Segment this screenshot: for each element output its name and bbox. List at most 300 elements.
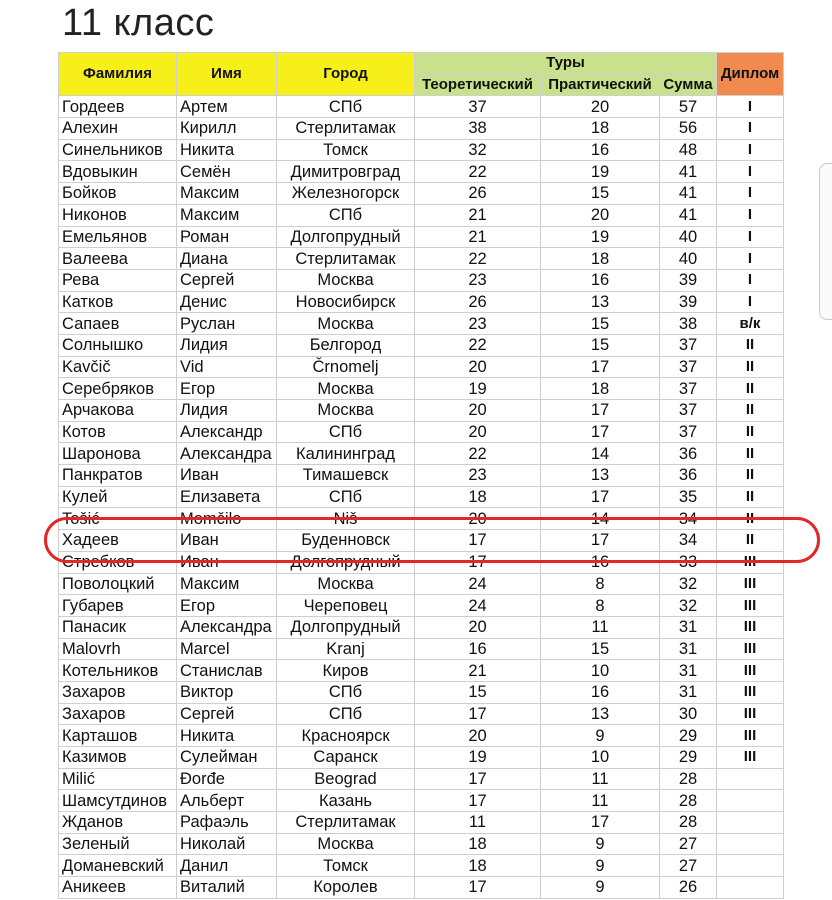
table-row <box>59 703 784 725</box>
cell-first-name: Елизавета <box>177 486 277 508</box>
cell-theory: 16 <box>415 638 541 660</box>
cell-diploma: I <box>717 139 784 161</box>
cell-theory: 17 <box>415 768 541 790</box>
scroll-handle[interactable] <box>819 163 832 320</box>
cell-diploma <box>717 855 784 877</box>
cell-city: СПб <box>277 681 415 703</box>
table-row <box>59 356 784 378</box>
table-row <box>59 833 784 855</box>
cell-city: Саранск <box>277 747 415 769</box>
table-row <box>59 313 784 335</box>
table-row <box>59 595 784 617</box>
cell-sum: 28 <box>660 812 717 834</box>
cell-surname: Захаров <box>59 703 177 725</box>
cell-theory: 22 <box>415 161 541 183</box>
cell-diploma: III <box>717 747 784 769</box>
table-row <box>59 248 784 270</box>
cell-theory: 22 <box>415 248 541 270</box>
cell-theory: 26 <box>415 183 541 205</box>
cell-theory: 21 <box>415 660 541 682</box>
cell-theory: 18 <box>415 855 541 877</box>
cell-sum: 40 <box>660 226 717 248</box>
table-row <box>59 334 784 356</box>
cell-first-name: Иван <box>177 530 277 552</box>
table-row <box>59 291 784 313</box>
cell-practice: 17 <box>541 812 660 834</box>
cell-practice: 13 <box>541 703 660 725</box>
cell-diploma: II <box>717 465 784 487</box>
cell-surname: Шамсутдинов <box>59 790 177 812</box>
cell-first-name: Momčilo <box>177 508 277 530</box>
cell-sum: 57 <box>660 96 717 118</box>
cell-diploma: I <box>717 183 784 205</box>
cell-diploma: III <box>717 660 784 682</box>
cell-theory: 18 <box>415 486 541 508</box>
cell-diploma: II <box>717 508 784 530</box>
cell-surname: Сапаев <box>59 313 177 335</box>
cell-first-name: Александра <box>177 616 277 638</box>
cell-practice: 10 <box>541 747 660 769</box>
cell-sum: 32 <box>660 595 717 617</box>
cell-sum: 38 <box>660 313 717 335</box>
cell-practice: 8 <box>541 595 660 617</box>
cell-first-name: Денис <box>177 291 277 313</box>
cell-sum: 41 <box>660 183 717 205</box>
cell-city: Москва <box>277 573 415 595</box>
cell-theory: 20 <box>415 616 541 638</box>
cell-practice: 9 <box>541 855 660 877</box>
cell-city: СПб <box>277 421 415 443</box>
cell-sum: 34 <box>660 530 717 552</box>
table-row <box>59 747 784 769</box>
cell-theory: 38 <box>415 118 541 140</box>
cell-city: Калининград <box>277 443 415 465</box>
cell-first-name: Иван <box>177 551 277 573</box>
cell-surname: Бойков <box>59 183 177 205</box>
cell-theory: 21 <box>415 204 541 226</box>
cell-surname: Tošić <box>59 508 177 530</box>
cell-theory: 17 <box>415 877 541 899</box>
cell-theory: 24 <box>415 573 541 595</box>
header-theory: Теоретический <box>415 74 541 96</box>
cell-city: Новосибирск <box>277 291 415 313</box>
cell-surname: Никонов <box>59 204 177 226</box>
cell-practice: 15 <box>541 638 660 660</box>
table-row <box>59 812 784 834</box>
cell-practice: 17 <box>541 530 660 552</box>
cell-theory: 24 <box>415 595 541 617</box>
cell-sum: 35 <box>660 486 717 508</box>
cell-sum: 31 <box>660 660 717 682</box>
cell-practice: 9 <box>541 877 660 899</box>
cell-first-name: Максим <box>177 573 277 595</box>
cell-first-name: Виктор <box>177 681 277 703</box>
table-row <box>59 96 784 118</box>
cell-first-name: Виталий <box>177 877 277 899</box>
cell-practice: 14 <box>541 508 660 530</box>
cell-sum: 27 <box>660 833 717 855</box>
cell-sum: 26 <box>660 877 717 899</box>
cell-sum: 37 <box>660 421 717 443</box>
header-rounds: Туры <box>415 53 717 75</box>
cell-sum: 40 <box>660 248 717 270</box>
cell-city: Москва <box>277 378 415 400</box>
table-row <box>59 725 784 747</box>
cell-first-name: Иван <box>177 465 277 487</box>
cell-sum: 30 <box>660 703 717 725</box>
cell-surname: Емельянов <box>59 226 177 248</box>
header-surname: Фамилия <box>59 53 177 96</box>
cell-city: Киров <box>277 660 415 682</box>
cell-city: СПб <box>277 96 415 118</box>
cell-diploma: III <box>717 573 784 595</box>
cell-sum: 34 <box>660 508 717 530</box>
cell-theory: 17 <box>415 703 541 725</box>
header-row-top <box>59 53 784 75</box>
cell-sum: 37 <box>660 334 717 356</box>
cell-theory: 20 <box>415 356 541 378</box>
cell-city: Долгопрудный <box>277 616 415 638</box>
cell-practice: 17 <box>541 400 660 422</box>
table-row-highlighted <box>59 530 784 552</box>
cell-surname: Казимов <box>59 747 177 769</box>
table-row <box>59 768 784 790</box>
cell-theory: 20 <box>415 508 541 530</box>
cell-practice: 8 <box>541 573 660 595</box>
table-row <box>59 877 784 899</box>
cell-sum: 39 <box>660 291 717 313</box>
cell-diploma: I <box>717 226 784 248</box>
cell-practice: 16 <box>541 681 660 703</box>
cell-first-name: Лидия <box>177 400 277 422</box>
cell-city: СПб <box>277 204 415 226</box>
page-title: 11 класс <box>62 2 215 44</box>
cell-surname: Валеева <box>59 248 177 270</box>
cell-first-name: Лидия <box>177 334 277 356</box>
cell-first-name: Никита <box>177 725 277 747</box>
table-row <box>59 573 784 595</box>
cell-practice: 17 <box>541 421 660 443</box>
cell-surname: Солнышко <box>59 334 177 356</box>
cell-first-name: Егор <box>177 378 277 400</box>
cell-diploma: III <box>717 551 784 573</box>
cell-first-name: Данил <box>177 855 277 877</box>
cell-surname: Хадеев <box>59 530 177 552</box>
cell-surname: Губарев <box>59 595 177 617</box>
cell-city: Стерлитамак <box>277 248 415 270</box>
cell-surname: Рева <box>59 269 177 291</box>
cell-diploma: в/к <box>717 313 784 335</box>
cell-first-name: Руслан <box>177 313 277 335</box>
cell-city: Буденновск <box>277 530 415 552</box>
table-row <box>59 790 784 812</box>
cell-surname: Доманевский <box>59 855 177 877</box>
cell-city: Москва <box>277 269 415 291</box>
table-row <box>59 681 784 703</box>
table-row <box>59 638 784 660</box>
cell-diploma: I <box>717 161 784 183</box>
cell-practice: 19 <box>541 226 660 248</box>
cell-surname: Зеленый <box>59 833 177 855</box>
cell-first-name: Александр <box>177 421 277 443</box>
cell-sum: 37 <box>660 356 717 378</box>
cell-diploma: I <box>717 96 784 118</box>
cell-surname: Панасик <box>59 616 177 638</box>
cell-practice: 16 <box>541 269 660 291</box>
cell-diploma: II <box>717 443 784 465</box>
cell-sum: 28 <box>660 790 717 812</box>
cell-city: Črnomelj <box>277 356 415 378</box>
cell-city: Москва <box>277 400 415 422</box>
cell-first-name: Đorđe <box>177 768 277 790</box>
cell-theory: 17 <box>415 530 541 552</box>
header-practice: Практический <box>541 74 660 96</box>
cell-sum: 33 <box>660 551 717 573</box>
cell-practice: 16 <box>541 551 660 573</box>
cell-city: Москва <box>277 313 415 335</box>
cell-practice: 13 <box>541 465 660 487</box>
cell-first-name: Максим <box>177 204 277 226</box>
cell-sum: 41 <box>660 161 717 183</box>
cell-practice: 17 <box>541 356 660 378</box>
cell-sum: 56 <box>660 118 717 140</box>
table-row <box>59 378 784 400</box>
cell-practice: 13 <box>541 291 660 313</box>
cell-surname: Гордеев <box>59 96 177 118</box>
cell-theory: 19 <box>415 378 541 400</box>
cell-surname: Milić <box>59 768 177 790</box>
cell-first-name: Роман <box>177 226 277 248</box>
cell-first-name: Marcel <box>177 638 277 660</box>
cell-surname: Карташов <box>59 725 177 747</box>
cell-theory: 18 <box>415 833 541 855</box>
cell-first-name: Артем <box>177 96 277 118</box>
cell-practice: 20 <box>541 204 660 226</box>
cell-sum: 36 <box>660 465 717 487</box>
cell-city: Димитровград <box>277 161 415 183</box>
cell-diploma: I <box>717 118 784 140</box>
cell-first-name: Альберт <box>177 790 277 812</box>
cell-theory: 17 <box>415 790 541 812</box>
cell-sum: 28 <box>660 768 717 790</box>
header-sum: Сумма <box>660 74 717 96</box>
cell-diploma: III <box>717 595 784 617</box>
cell-practice: 14 <box>541 443 660 465</box>
cell-practice: 18 <box>541 118 660 140</box>
header-first-name: Имя <box>177 53 277 96</box>
cell-city: Череповец <box>277 595 415 617</box>
cell-city: Королев <box>277 877 415 899</box>
cell-surname: Котов <box>59 421 177 443</box>
cell-first-name: Станислав <box>177 660 277 682</box>
cell-practice: 9 <box>541 833 660 855</box>
cell-city: Kranj <box>277 638 415 660</box>
cell-sum: 31 <box>660 638 717 660</box>
cell-first-name: Кирилл <box>177 118 277 140</box>
cell-surname: Арчакова <box>59 400 177 422</box>
cell-diploma: III <box>717 616 784 638</box>
cell-first-name: Александра <box>177 443 277 465</box>
cell-diploma <box>717 812 784 834</box>
cell-first-name: Максим <box>177 183 277 205</box>
cell-sum: 31 <box>660 616 717 638</box>
cell-first-name: Никита <box>177 139 277 161</box>
cell-diploma: III <box>717 725 784 747</box>
table-row <box>59 855 784 877</box>
table-row <box>59 616 784 638</box>
table-row <box>59 269 784 291</box>
cell-theory: 26 <box>415 291 541 313</box>
cell-first-name: Сергей <box>177 703 277 725</box>
table-row <box>59 465 784 487</box>
cell-sum: 39 <box>660 269 717 291</box>
cell-surname: Жданов <box>59 812 177 834</box>
cell-theory: 20 <box>415 400 541 422</box>
cell-theory: 23 <box>415 313 541 335</box>
cell-surname: Алехин <box>59 118 177 140</box>
results-table <box>58 52 784 899</box>
cell-city: Москва <box>277 833 415 855</box>
table-row <box>59 204 784 226</box>
cell-diploma: II <box>717 356 784 378</box>
table-row <box>59 421 784 443</box>
cell-theory: 37 <box>415 96 541 118</box>
cell-surname: Панкратов <box>59 465 177 487</box>
cell-surname: Серебряков <box>59 378 177 400</box>
cell-diploma: I <box>717 291 784 313</box>
cell-theory: 20 <box>415 421 541 443</box>
cell-first-name: Рафаэль <box>177 812 277 834</box>
cell-first-name: Vid <box>177 356 277 378</box>
cell-first-name: Егор <box>177 595 277 617</box>
cell-practice: 15 <box>541 313 660 335</box>
cell-theory: 19 <box>415 747 541 769</box>
cell-city: Казань <box>277 790 415 812</box>
cell-diploma: II <box>717 530 784 552</box>
cell-diploma: I <box>717 248 784 270</box>
cell-surname: Аникеев <box>59 877 177 899</box>
cell-sum: 31 <box>660 681 717 703</box>
cell-first-name: Николай <box>177 833 277 855</box>
cell-diploma <box>717 877 784 899</box>
cell-surname: Malovrh <box>59 638 177 660</box>
cell-practice: 16 <box>541 139 660 161</box>
table-row <box>59 486 784 508</box>
cell-practice: 15 <box>541 183 660 205</box>
cell-surname: Поволоцкий <box>59 573 177 595</box>
table-row <box>59 443 784 465</box>
cell-sum: 37 <box>660 378 717 400</box>
cell-surname: Вдовыкин <box>59 161 177 183</box>
cell-diploma: II <box>717 400 784 422</box>
cell-theory: 22 <box>415 334 541 356</box>
cell-city: Долгопрудный <box>277 551 415 573</box>
cell-practice: 19 <box>541 161 660 183</box>
header-city: Город <box>277 53 415 96</box>
cell-practice: 17 <box>541 486 660 508</box>
cell-diploma: III <box>717 638 784 660</box>
table-row <box>59 118 784 140</box>
cell-diploma: II <box>717 486 784 508</box>
cell-city: Красноярск <box>277 725 415 747</box>
cell-practice: 18 <box>541 378 660 400</box>
cell-diploma <box>717 768 784 790</box>
cell-sum: 27 <box>660 855 717 877</box>
cell-theory: 15 <box>415 681 541 703</box>
cell-diploma: I <box>717 269 784 291</box>
cell-city: Томск <box>277 139 415 161</box>
cell-surname: Синельников <box>59 139 177 161</box>
cell-practice: 10 <box>541 660 660 682</box>
cell-theory: 23 <box>415 465 541 487</box>
cell-theory: 17 <box>415 551 541 573</box>
cell-theory: 32 <box>415 139 541 161</box>
cell-city: Тимашевск <box>277 465 415 487</box>
cell-city: Белгород <box>277 334 415 356</box>
table-row <box>59 161 784 183</box>
cell-diploma: I <box>717 204 784 226</box>
cell-sum: 41 <box>660 204 717 226</box>
header-diploma: Диплом <box>717 53 784 96</box>
cell-practice: 11 <box>541 616 660 638</box>
cell-practice: 9 <box>541 725 660 747</box>
table-row <box>59 660 784 682</box>
cell-sum: 32 <box>660 573 717 595</box>
cell-practice: 11 <box>541 768 660 790</box>
cell-city: СПб <box>277 486 415 508</box>
cell-theory: 21 <box>415 226 541 248</box>
cell-first-name: Сулейман <box>177 747 277 769</box>
cell-theory: 20 <box>415 725 541 747</box>
cell-first-name: Сергей <box>177 269 277 291</box>
cell-sum: 29 <box>660 747 717 769</box>
cell-sum: 37 <box>660 400 717 422</box>
cell-sum: 48 <box>660 139 717 161</box>
cell-practice: 15 <box>541 334 660 356</box>
cell-diploma: II <box>717 378 784 400</box>
cell-surname: Кулей <box>59 486 177 508</box>
cell-city: Томск <box>277 855 415 877</box>
cell-city: Стерлитамак <box>277 118 415 140</box>
cell-surname: Шаронова <box>59 443 177 465</box>
cell-city: Beograd <box>277 768 415 790</box>
table-row <box>59 551 784 573</box>
table-row <box>59 400 784 422</box>
cell-practice: 20 <box>541 96 660 118</box>
cell-surname: Kavčič <box>59 356 177 378</box>
cell-surname: Катков <box>59 291 177 313</box>
table-row <box>59 226 784 248</box>
cell-city: СПб <box>277 703 415 725</box>
cell-first-name: Семён <box>177 161 277 183</box>
table-row <box>59 139 784 161</box>
table-body <box>59 96 784 898</box>
cell-practice: 18 <box>541 248 660 270</box>
cell-city: Железногорск <box>277 183 415 205</box>
cell-surname: Котельников <box>59 660 177 682</box>
cell-city: Niš <box>277 508 415 530</box>
cell-surname: Захаров <box>59 681 177 703</box>
table-row <box>59 183 784 205</box>
cell-city: Долгопрудный <box>277 226 415 248</box>
cell-theory: 22 <box>415 443 541 465</box>
cell-city: Стерлитамак <box>277 812 415 834</box>
cell-theory: 11 <box>415 812 541 834</box>
cell-surname: Стребков <box>59 551 177 573</box>
cell-theory: 23 <box>415 269 541 291</box>
cell-first-name: Диана <box>177 248 277 270</box>
cell-practice: 11 <box>541 790 660 812</box>
